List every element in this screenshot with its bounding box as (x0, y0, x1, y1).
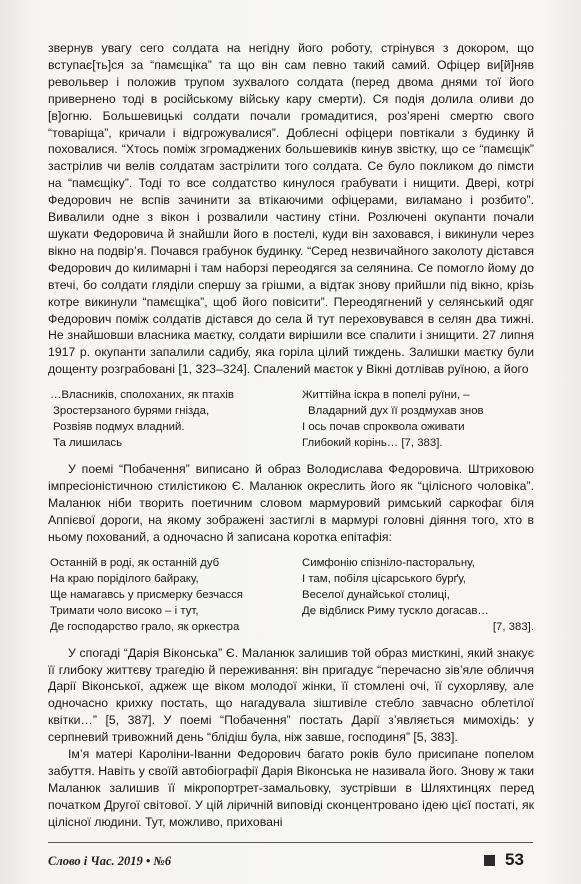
poem-line: Владарний дух її роздмухав знов (308, 405, 484, 418)
poem-line: Де відблиск Риму тускло догасав… (302, 604, 489, 617)
paragraph-1: звернув увагу сего солдата на негідну його роботу, стрінувся з докором, що вступає[ть]ся за “памєщіка” та що він сам певно такий самий. Офіцер ви[й]няв револьвер і положив трупом зухвалого солдата (перед двома днями тої його привернено тоді в російському війську кару смерти). Ся подія долила оливи до [в]огню. Большевицькі солдати почали громадитися, роз’ярені смертю свого “товаріща”, кричали і відгрожувалися”. Доблесні офіцери повтікали з будинку й поховалися. “Хтось поміж згромаджених большевиків кинув звістку, що се “памєщік” застрілив чи велів солдатам застрілити того солдата. Се було покликом до пімсти на “памєщіку”. Тоді то все солдатство кинулося грабувати і нищити. Двері, котрі Федорович не вспів зачинити за втікаючими офіцерами, виламано і розбито”. Вивалили одне з вікон і розвалили частину стіни. Розлючені окупанти почали шукати Федоровича й знайшли його в постелі, куди він заховався, і викинули через вікно на подвір’я. Почався грабунок будинку. “Серед незвичайного заколоту дістався Федорович до килимарні і там наборзі переодягся за селянина. Се помогло йому до втечі, бо солдати гляділи спершу за грішми, а відтак знову прийшли під вікно, крізь котре викинули “памєщіка”, щоб його повісити”. Переодягнений у селянський одяг Федорович поміж солдатів дістався до села й тут переховувався в селян два тижні. Не знайшовши власника маєтку, солдати вирішили все спалити і знищити. 27 липня 1917 р. окупанти запалили садибу, яка горіла цілий тиждень. Залишки маєтку були дощенту розграбовані [1, 323–324]. Спалений маєток у Вікні дотлівав руїною, а його (48, 41, 534, 377)
poem-line: Останній в роді, як останній дуб (50, 556, 220, 569)
poem-line: Та лишилась (53, 437, 123, 450)
poem-line: Ще намагавсь у присмерку безчасся (50, 588, 243, 601)
journal-title: Слово і Час. 2019 • №6 (48, 854, 172, 868)
poem-line: Зростерзаного бурями гнізда, (53, 405, 210, 418)
poem-line: І ось почав спроквола оживати (302, 421, 465, 434)
footer-rule (48, 842, 533, 843)
poem-2-left-column (50, 555, 280, 635)
poem-line: Життійна іскра в попелі руїни, – (302, 389, 470, 402)
poem-line: І там, побіля цісарського бурґу, (302, 572, 466, 585)
page-footer (0, 842, 581, 872)
poem-line: Симфонію спізніло-пасторальну, (302, 556, 475, 569)
poem-reference: [7, 383]. (492, 620, 534, 633)
paragraph-2: У поемі “Побачення” виписано й образ Володислава Федоровича. Штриховою імпресіоністичною стилістикою Є. Маланюк окреслить його як “цілісного чоловіка”. Маланюк ніби творить поетичним словом мармуровий римський саркофаг біля Аппієвої дороги, на якому зображені застиглі в мармурі головні діяння того, хто в ньому похований, а одночасно й записана коротка епітафія: (48, 462, 534, 544)
paragraph-3: У спогаді “Дарія Віконська” Є. Маланюк залишив той образ мисткині, який знакує її глибоку життєву трагедію й переживання: він пригадує “перечасно зів’яле обличчя Дарії Віконської, аджеж ще віком молодої жінки, її стомлені очі, її сухорляву, але одночасно крихку постать, що нагадувала зіштивіле стебло завчасно облетілої квітки…” [5, 387]. У поемі “Побачення” постать Дарії з’являється мимохідь: у серпневий тривожний день “блідіш була, ніж завше, господиня” [5, 383]. (48, 645, 534, 745)
page-number: 53 (505, 850, 524, 869)
poem-1-right-column (302, 387, 534, 451)
poem-line: Розвіяв подмух владний. (53, 421, 185, 434)
poem-1-left-column (50, 387, 280, 451)
square-marker-icon (484, 855, 495, 866)
paragraph-4: Ім’я матері Кароліни-Іванни Федорович багато років було присипане попелом забуття. Навіть у своїй автобіографії Дарія Віконська не називала його. Знову ж таки Маланюк залишив її мікропортрет-замальовку, зустрівши в Шляхтинцях перед початком Другої світової. У цій ліричній виповіді сконцентровано ідею цієї постаті, як цілісної людини. Тут, можливо, приховані (48, 747, 534, 829)
poem-line: …Власників, сполоханих, як птахів (50, 389, 234, 402)
poem-line: Тримати чоло високо – і тут, (50, 604, 199, 617)
poem-line: Веселої дунайської столиці, (302, 588, 450, 601)
poem-line: Де господарство грало, як оркестра (50, 620, 240, 633)
body-text (48, 40, 534, 831)
poem-line: На краю поріділого байраку, (50, 572, 199, 585)
poem-excerpt-2 (50, 555, 534, 635)
poem-2-right-column (302, 555, 534, 635)
poem-excerpt-1 (50, 387, 534, 451)
poem-line: Глибокий корінь… [7, 383]. (302, 437, 443, 450)
